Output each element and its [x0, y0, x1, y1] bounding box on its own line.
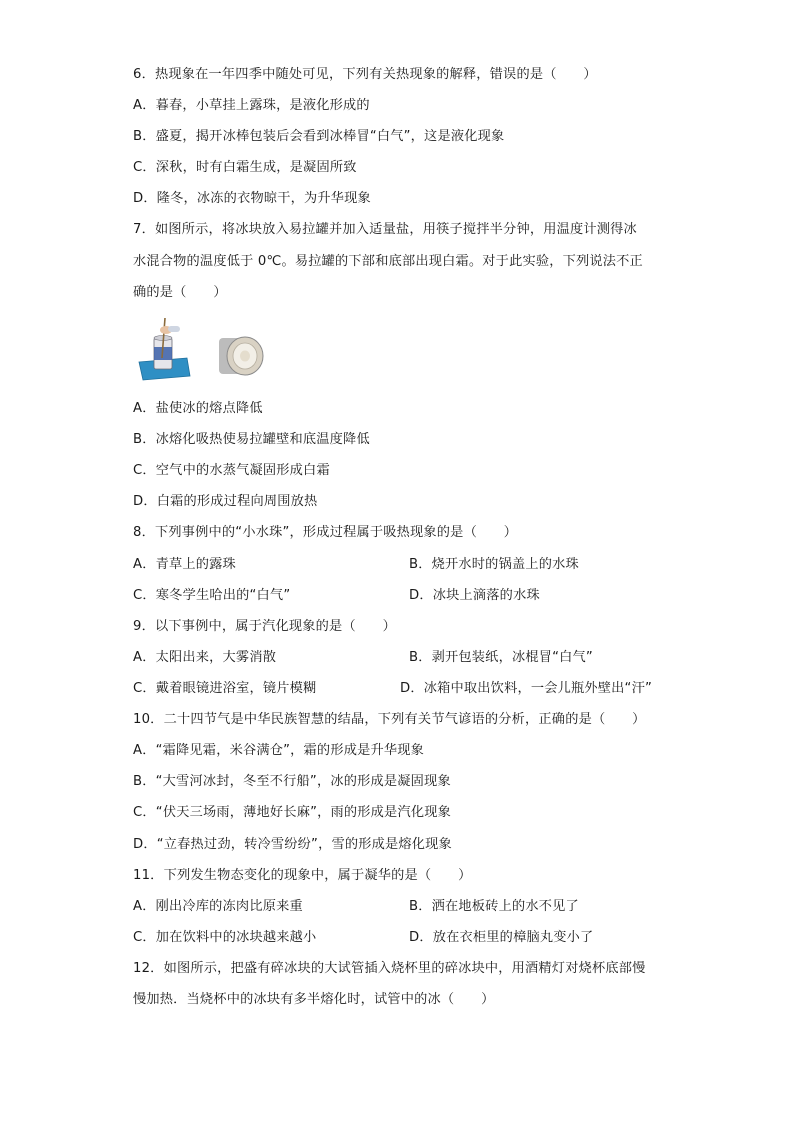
q6-option-d: D．隆冬，冰冻的衣物晾干，为升华现象 — [133, 191, 371, 206]
q8-option-d: D．冰块上滴落的水珠 — [409, 588, 540, 603]
q9-stem: 9．以下事例中，属于汽化现象的是（ ） — [133, 619, 396, 634]
q8-option-c: C．寒冬学生哈出的“白气” — [133, 588, 291, 603]
q6-stem: 6．热现象在一年四季中随处可见，下列有关热现象的解释，错误的是（ ） — [133, 67, 597, 82]
q12-stem-line2: 慢加热．当烧杯中的冰块有多半熔化时，试管中的冰（ ） — [133, 992, 495, 1007]
q10-option-c: C．“伏天三场雨，薄地好长麻”，雨的形成是汽化现象 — [133, 805, 451, 820]
q12-stem-line1: 12．如图所示，把盛有碎冰块的大试管插入烧杯里的碎冰块中，用酒精灯对烧杯底部慢 — [133, 961, 646, 976]
frosted-can-figure — [217, 332, 267, 380]
q7-stem-line3: 确的是（ ） — [133, 285, 227, 300]
q10-stem: 10．二十四节气是中华民族智慧的结晶，下列有关节气谚语的分析，正确的是（ ） — [133, 712, 646, 727]
q8-stem: 8．下列事例中的“小水珠”，形成过程属于吸热现象的是（ ） — [133, 525, 518, 540]
q10-option-d: D．“立春热过劲，转冷雪纷纷”，雪的形成是熔化现象 — [133, 837, 452, 852]
q6-option-c: C．深秋，时有白霜生成，是凝固所致 — [133, 160, 357, 175]
q11-option-a: A．刚出冷库的冻肉比原来重 — [133, 899, 303, 914]
q7-option-a: A．盐使冰的熔点降低 — [133, 401, 263, 416]
q11-stem: 11．下列发生物态变化的现象中，属于凝华的是（ ） — [133, 868, 472, 883]
q10-option-b: B．“大雪河冰封，冬至不行船”，冰的形成是凝固现象 — [133, 774, 451, 789]
q7-stem-line2: 水混合物的温度低于 0℃。易拉罐的下部和底部出现白霜。对于此实验，下列说法不正 — [133, 254, 643, 269]
q7-stem-line1: 7．如图所示，将冰块放入易拉罐并加入适量盐，用筷子搅拌半分钟，用温度计测得冰 — [133, 222, 637, 237]
q8-option-a: A．青草上的露珠 — [133, 557, 236, 572]
q7-option-d: D．白霜的形成过程向周围放热 — [133, 494, 318, 509]
q10-option-a: A．“霜降见霜，米谷满仓”，霜的形成是升华现象 — [133, 743, 425, 758]
q7-option-c: C．空气中的水蒸气凝固形成白霜 — [133, 463, 330, 478]
q7-option-b: B．冰熔化吸热使易拉罐壁和底温度降低 — [133, 432, 370, 447]
q11-option-d: D．放在衣柜里的樟脑丸变小了 — [409, 930, 594, 945]
q9-option-c: C．戴着眼镜进浴室，镜片模糊 — [133, 681, 317, 696]
can-with-stirrer-figure — [137, 318, 191, 382]
q6-option-b: B．盛夏，揭开冰棒包装后会看到冰棒冒“白气”，这是液化现象 — [133, 129, 505, 144]
q11-option-c: C．加在饮料中的冰块越来越小 — [133, 930, 317, 945]
q9-option-d: D．冰箱中取出饮料，一会儿瓶外壁出“汗” — [400, 681, 653, 696]
q9-option-b: B．剥开包装纸，冰棍冒“白气” — [409, 650, 593, 665]
q8-option-b: B．烧开水时的锅盖上的水珠 — [409, 557, 579, 572]
q9-option-a: A．太阳出来，大雾消散 — [133, 650, 277, 665]
q7-figures — [137, 318, 277, 386]
q11-option-b: B．洒在地板砖上的水不见了 — [409, 899, 579, 914]
q6-option-a: A．暮春，小草挂上露珠，是液化形成的 — [133, 98, 370, 113]
